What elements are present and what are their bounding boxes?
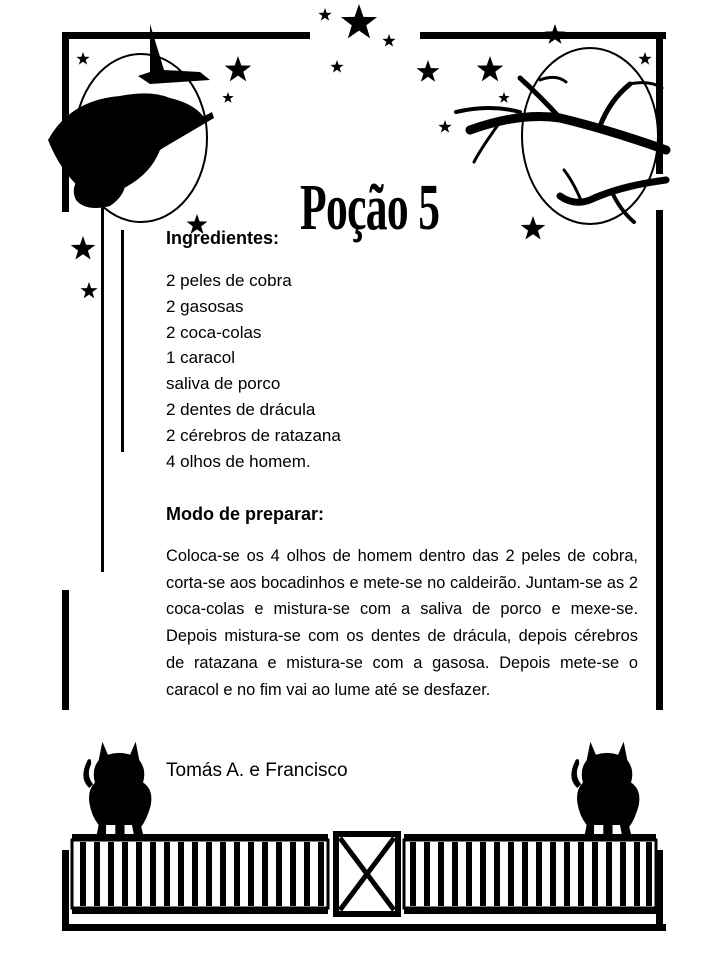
ingredients-list <box>166 268 341 474</box>
list-item: 2 coca-colas <box>166 322 262 342</box>
page-title: Poção 5 <box>300 171 440 244</box>
list-item: 2 dentes de drácula <box>166 399 316 419</box>
black-cat-icon <box>83 742 639 835</box>
list-item: 2 peles de cobra <box>166 271 292 290</box>
picket-fence-icon <box>72 834 656 914</box>
list-item: 2 cérebros de ratazana <box>166 425 341 445</box>
ingredients-heading: Ingredientes: <box>166 228 280 248</box>
authors: Tomás A. e Francisco <box>166 760 348 781</box>
list-item: saliva de porco <box>166 374 281 394</box>
list-item: 4 olhos de homem. <box>166 451 311 471</box>
method-heading: Modo de preparar: <box>166 504 325 524</box>
witch-scene <box>48 24 214 222</box>
list-item: 1 caracol <box>166 348 235 368</box>
method-text: Coloca-se os 4 olhos de homem dentro das 2 peles de cobra, corta-se aos bocadinhos e mete-se no caldeirão. Juntam-se as 2 coca-colas e mistura-se com a saliva de porco e mexe-se. Depois mistura-se com os dentes de drácula, depois cérebros de ratazana e mistura-se com a gasosa. Depois mete-se o caracol e no fim vai ao lume até se desfazer. <box>166 547 638 699</box>
list-item: 2 gasosas <box>166 296 244 316</box>
